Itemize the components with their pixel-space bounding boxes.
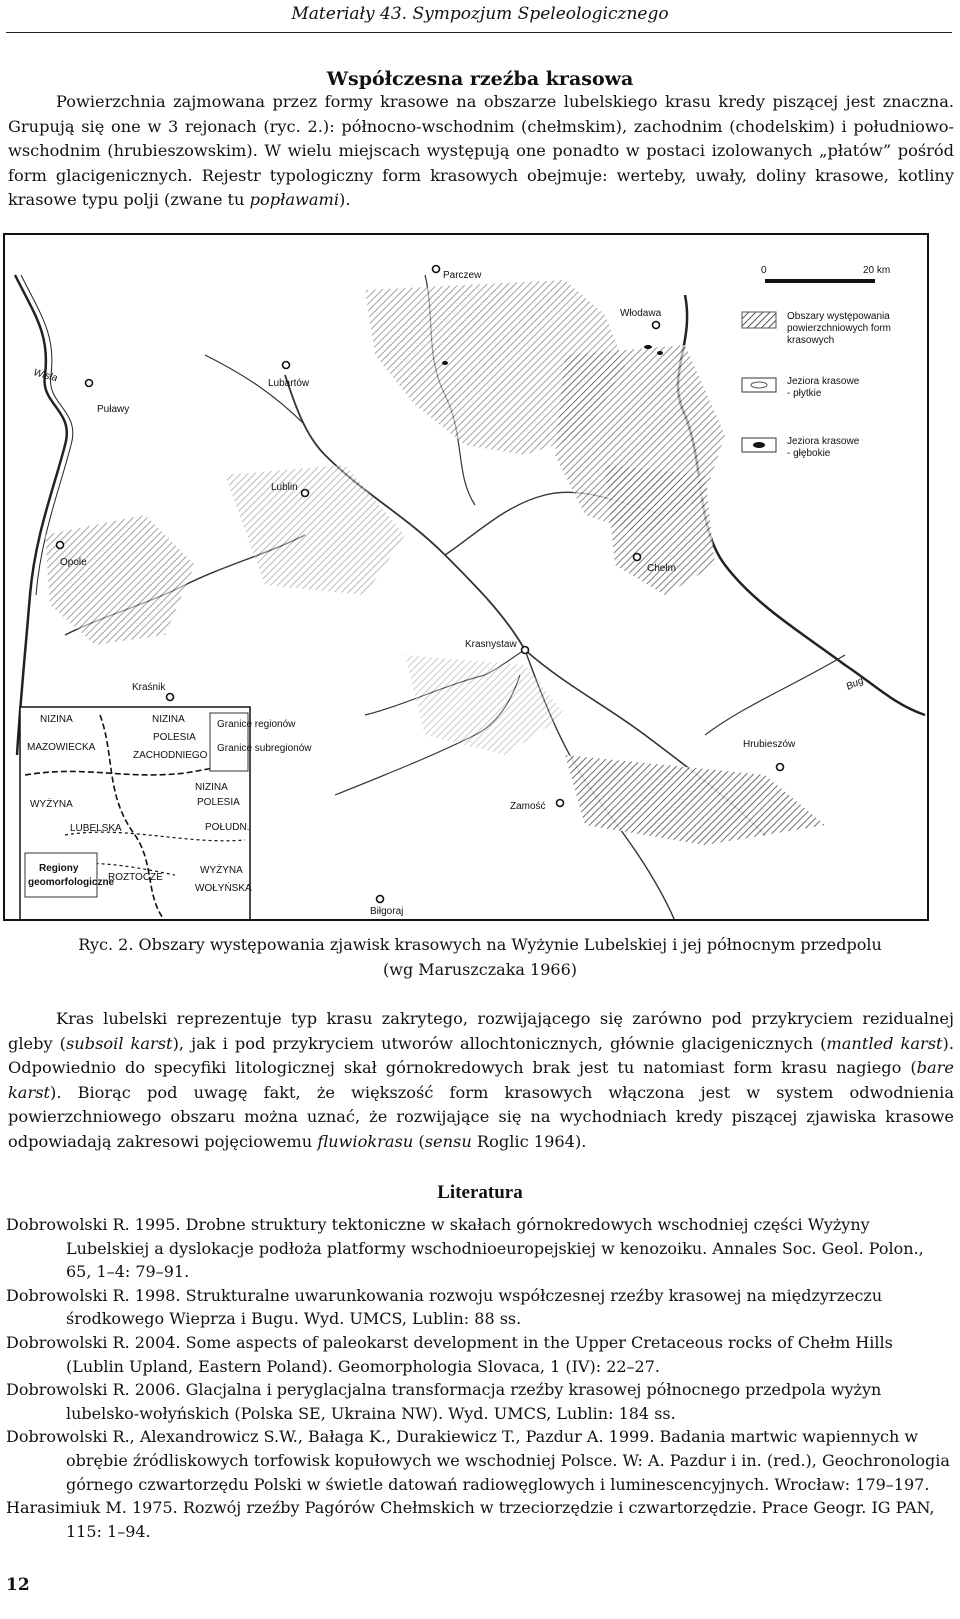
svg-text:LUBELSKA: LUBELSKA	[70, 823, 122, 834]
karst-area-west	[45, 515, 195, 645]
svg-text:NIZINA: NIZINA	[40, 714, 73, 725]
town-parczew	[433, 266, 483, 282]
town-wlodawa	[620, 308, 662, 329]
reference-item: Dobrowolski R. 2006. Glacjalna i peryglacjalna transformacja rzeźby krasowej północnego przedpola wyżyn lubelsko-wołyńskich (Polska SE, Ukraina NW). Wyd. UMCS, Lublin: 184 ss.	[6, 1380, 882, 1423]
paragraph-karst-type: Kras lubelski reprezentuje typ krasu zakrytego, rozwijającego się zarówno pod przykryciem rezidualnej gleby (subsoil karst), jak i pod przykryciem utworów allochtonicznych, głównie glacigenicznych (mantled karst). Odpowiednio do specyfiki litologicznej skał górnokredowych brak jest tu natomiast form krasu nagiego (bare karst). Biorąc pod uwagę fakt, że większość form krasowych włączona jest w system odwodnienia powierzchniowego obszaru można uznać, że rozwijające się na wychodniach kredy piszącej zjawiska krasowe odpowiadają zakresowi pojęciowemu fluwiokrasu (sensu Roglic 1964).	[8, 1009, 954, 1151]
karst-area-south	[405, 655, 565, 755]
deep-lake	[644, 345, 652, 349]
inset-legend-regions: Granice regionów	[217, 719, 296, 730]
karst-map-figure	[3, 233, 929, 921]
town-bilgoraj	[370, 896, 403, 918]
deep-lake	[657, 351, 663, 355]
scale-end: 20 km	[863, 265, 891, 276]
svg-text:MAZOWIECKA: MAZOWIECKA	[27, 742, 96, 753]
svg-text:Zamość: Zamość	[510, 801, 546, 812]
legend-swatch-karst	[742, 312, 776, 328]
karst-area-hrubieszow	[565, 755, 825, 845]
svg-text:POLESIA: POLESIA	[153, 732, 196, 743]
vistula-river	[15, 275, 67, 755]
figure-caption-line2: (wg Maruszczaka 1966)	[383, 960, 577, 979]
svg-text:ZACHODNIEGO: ZACHODNIEGO	[133, 750, 208, 761]
town-krasnik	[132, 682, 174, 701]
svg-text:ROZTOCZE: ROZTOCZE	[108, 872, 163, 883]
running-header: Materiały 43. Sympozjum Speleologicznego	[291, 4, 669, 24]
reference-list	[6, 1213, 954, 1543]
legend-deep-line2: - głębokie	[787, 448, 831, 459]
town-zamosc	[510, 800, 564, 813]
svg-text:Krasnystaw: Krasnystaw	[465, 639, 517, 650]
bug-river	[678, 295, 925, 715]
page-number: 12	[6, 1575, 30, 1595]
svg-text:POŁUDN.: POŁUDN.	[205, 822, 250, 833]
legend-karst-line2: powierzchniowych form	[787, 323, 891, 334]
svg-text:WYŻYNA: WYŻYNA	[30, 799, 73, 810]
svg-text:NIZINA: NIZINA	[152, 714, 185, 725]
inset-title-line2: geomorfologiczne	[28, 877, 115, 888]
reference-item: Dobrowolski R. 1998. Strukturalne uwarunkowania rozwoju współczesnej rzeźby krasowej na międzyrzeczu środkowego Wieprza i Bugu. Wyd. UMCS, Lublin: 88 ss.	[6, 1285, 883, 1329]
svg-text:WYŻYNA: WYŻYNA	[200, 865, 243, 876]
svg-text:Puławy: Puławy	[97, 404, 130, 415]
svg-text:Biłgoraj: Biłgoraj	[370, 906, 404, 917]
svg-text:Włodawa: Włodawa	[620, 308, 662, 319]
reference-item: Dobrowolski R. 1995. Drobne struktury tektoniczne w skałach górnokredowych wschodniej części Wyżyny Lubelskiej a dyslokacje podłoża platformy wschodnioeuropejskiej w kenozoiku. Annales Soc. Geol. Polon., 65, 1–4: 79–91.	[6, 1215, 924, 1282]
reference-item: Dobrowolski R. 2004. Some aspects of paleokarst development in the Upper Cretaceous rocks of Chełm Hills (Lublin Upland, Eastern Poland). Geomorphologia Slovaca, 1 (IV): 22–27.	[6, 1332, 893, 1376]
section-title: Współczesna rzeźba krasowa	[326, 68, 634, 90]
svg-text:WOŁYŃSKA: WOŁYŃSKA	[195, 883, 252, 894]
legend-swatch-shallow	[742, 378, 776, 392]
scale-zero: 0	[761, 265, 767, 276]
inset-legend-subregions: Granice subregionów	[217, 743, 312, 754]
svg-text:Chełm: Chełm	[647, 563, 676, 574]
legend-karst-line3: krasowych	[787, 335, 835, 346]
svg-text:Lublin: Lublin	[271, 482, 298, 493]
legend-shallow-line1: Jeziora krasowe	[787, 376, 860, 387]
karst-area-central	[225, 465, 405, 595]
svg-text:Parczew: Parczew	[443, 270, 482, 281]
scale-bar	[765, 279, 875, 283]
legend-karst-line1: Obszary występowania	[787, 311, 890, 322]
river-label-bug: Bug	[844, 675, 866, 693]
header-rule	[6, 32, 952, 33]
literature-heading: Literatura	[437, 1182, 523, 1203]
inset-title-line1: Regiony	[39, 863, 79, 874]
paragraph-intro: Powierzchnia zajmowana przez formy krasowe na obszarze lubelskiego krasu kredy piszącej jest znaczna. Grupują się one w 3 rejonach (ryc. 2.): północno-wschodnim (chełmskim), zachodnim (chodelskim) i południowo-wschodnim (hrubieszowskim). W wielu miejscach występują one ponadto w postaci izolowanych „płatów” pośród form glacigenicznych. Rejestr typologiczny form krasowych obejmuje: werteby, uwały, doliny krasowe, kotliny krasowe typu polji (zwane tu popławami).	[8, 92, 954, 210]
svg-text:Opole: Opole	[60, 557, 87, 568]
reference-item: Harasimiuk M. 1975. Rozwój rzeźby Pagórów Chełmskich w trzeciorzędzie i czwartorzędzie. Prace Geogr. IG PAN, 115: 1–94.	[6, 1498, 935, 1541]
karst-area-chelm	[605, 465, 715, 595]
town-hrubieszow	[743, 739, 796, 771]
legend-deep-line1: Jeziora krasowe	[787, 436, 860, 447]
legend-shallow-line2: - płytkie	[787, 388, 822, 399]
svg-text:Hrubieszów: Hrubieszów	[743, 739, 796, 750]
svg-text:Kraśnik: Kraśnik	[132, 682, 166, 693]
reference-item: Dobrowolski R., Alexandrowicz S.W., Bałaga K., Durakiewicz T., Pazdur A. 1999. Badania martwic wapiennych w obrębie źródliskowych torfowisk kopułowych we wschodniej Polsce. W: A. Pazdur i in. (red.), Geochronologia górnego czwartorzędu Polski w świetle datowań radiowęglowych i luminescencyjnych. Wrocław: 179–197.	[6, 1427, 950, 1494]
map-svg	[5, 235, 929, 921]
town-pulawy	[86, 380, 130, 416]
svg-text:POLESIA: POLESIA	[197, 797, 240, 808]
deep-lake	[442, 361, 448, 365]
svg-text:NIZINA: NIZINA	[195, 782, 228, 793]
river-label-wisla: Wisła	[32, 367, 59, 385]
svg-text:Lubartów: Lubartów	[268, 378, 310, 389]
river-tributary	[705, 655, 845, 735]
figure-caption-line1: Ryc. 2. Obszary występowania zjawisk krasowych na Wyżynie Lubelskiej i jej północnym przedpolu	[78, 935, 882, 954]
town-lubartow	[268, 362, 310, 390]
inset-regions-map	[20, 707, 312, 921]
